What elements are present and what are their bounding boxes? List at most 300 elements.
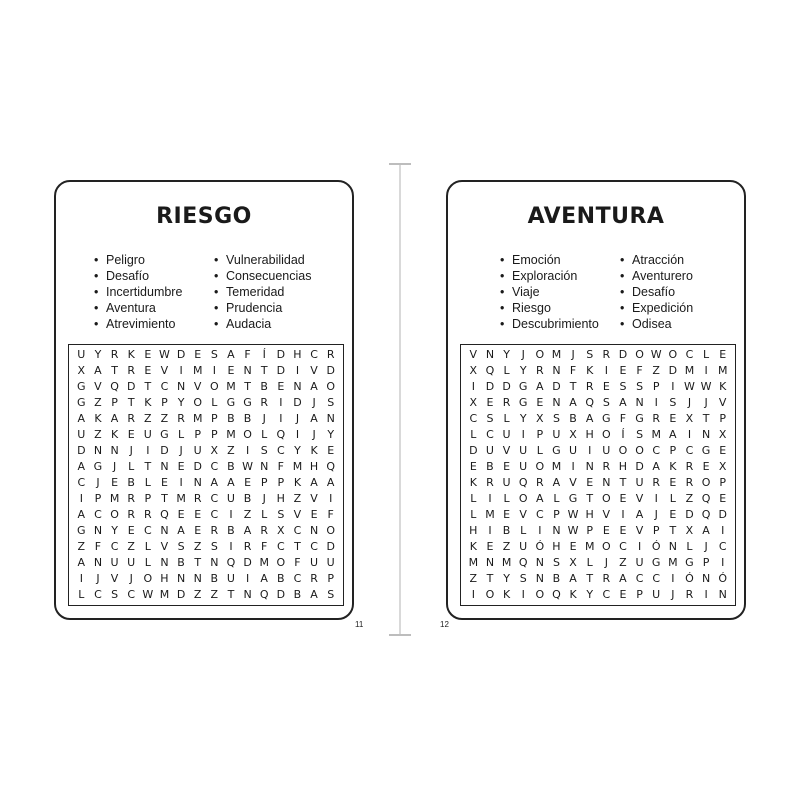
- grid-letter: M: [226, 380, 236, 393]
- grid-letter: A: [619, 396, 627, 409]
- grid-letter: A: [326, 476, 335, 489]
- grid-letter: A: [94, 364, 102, 377]
- grid-letter: E: [619, 492, 627, 505]
- grid-letter: T: [294, 540, 301, 553]
- grid-letter: J: [96, 476, 100, 489]
- grid-letter: Z: [243, 508, 252, 521]
- grid-letter: M: [668, 556, 678, 569]
- grid-letter: E: [719, 348, 727, 361]
- grid-letter: N: [243, 364, 252, 377]
- word-item: • Incertidumbre: [94, 284, 214, 300]
- grid-letter: X: [469, 396, 478, 409]
- grid-letter: J: [571, 348, 575, 361]
- grid-letter: I: [229, 540, 233, 553]
- grid-letter: X: [685, 524, 694, 537]
- grid-letter: I: [538, 524, 542, 537]
- grid-letter: A: [310, 380, 318, 393]
- grid-letter: Y: [586, 588, 594, 601]
- grid-letter: Í: [262, 348, 266, 361]
- grid-letter: M: [468, 556, 479, 569]
- grid-letter: Q: [485, 364, 495, 377]
- grid-letter: U: [226, 492, 235, 505]
- grid-letter: M: [717, 364, 728, 377]
- grid-letter: S: [602, 396, 610, 409]
- grid-letter: C: [535, 508, 544, 521]
- grid-letter: M: [159, 588, 170, 601]
- grid-letter: I: [79, 572, 83, 585]
- grid-letter: D: [77, 444, 86, 457]
- grid-letter: E: [194, 508, 202, 521]
- grid-letter: K: [144, 396, 152, 409]
- grid-letter: P: [94, 492, 102, 505]
- grid-letter: E: [194, 524, 202, 537]
- grid-letter: Z: [94, 428, 102, 441]
- page-number: 11: [355, 620, 364, 629]
- grid-letter: Ó: [651, 540, 661, 553]
- grid-letter: H: [618, 460, 628, 473]
- grid-letter: S: [669, 396, 677, 409]
- grid-letter: I: [654, 396, 658, 409]
- grid-letter: T: [161, 492, 168, 505]
- grid-letter: Í: [621, 428, 625, 441]
- grid-letter: B: [227, 460, 235, 473]
- grid-letter: Z: [619, 556, 627, 569]
- grid-letter: R: [193, 492, 202, 505]
- grid-letter: O: [243, 428, 252, 441]
- grid-letter: E: [127, 524, 135, 537]
- word-item: • Odisea: [620, 316, 693, 332]
- grid-letter: J: [687, 396, 692, 409]
- grid-letter: D: [276, 588, 286, 601]
- grid-letter: I: [212, 364, 216, 377]
- grid-letter: Q: [160, 508, 169, 521]
- grid-letter: O: [485, 588, 495, 601]
- grid-letter: D: [718, 508, 727, 521]
- grid-letter: Z: [210, 588, 219, 601]
- word-item: • Prudencia: [214, 300, 311, 316]
- grid-letter: A: [260, 572, 268, 585]
- grid-letter: J: [654, 508, 658, 521]
- grid-letter: Y: [519, 412, 527, 425]
- grid-letter: Y: [111, 524, 118, 537]
- grid-letter: N: [309, 524, 319, 537]
- grid-letter: Z: [127, 540, 135, 553]
- grid-letter: G: [685, 556, 694, 569]
- grid-letter: N: [485, 556, 495, 569]
- grid-letter: A: [77, 556, 86, 569]
- grid-letter: C: [652, 444, 661, 457]
- grid-letter: L: [78, 588, 85, 601]
- grid-letter: O: [668, 348, 678, 361]
- grid-letter: U: [602, 444, 611, 457]
- grid-letter: E: [310, 508, 318, 521]
- grid-letter: P: [652, 524, 660, 537]
- grid-letter: G: [651, 556, 661, 569]
- grid-letter: V: [310, 364, 318, 377]
- grid-letter: T: [144, 380, 152, 393]
- grid-letter: H: [276, 492, 285, 505]
- grid-letter: L: [520, 524, 527, 537]
- grid-letter: M: [485, 508, 495, 521]
- grid-letter: I: [329, 492, 333, 505]
- grid-letter: I: [721, 556, 725, 569]
- grid-letter: R: [310, 572, 318, 585]
- grid-letter: U: [635, 556, 644, 569]
- grid-letter: K: [719, 380, 727, 393]
- grid-letter: N: [160, 524, 169, 537]
- grid-letter: I: [488, 492, 492, 505]
- letter-grid: [460, 344, 736, 606]
- grid-letter: R: [652, 412, 661, 425]
- grid-letter: E: [669, 412, 677, 425]
- grid-letter: R: [127, 508, 136, 521]
- grid-letter: E: [127, 428, 135, 441]
- grid-letter: X: [210, 444, 219, 457]
- grid-letter: E: [536, 396, 544, 409]
- grid-letter: D: [176, 348, 186, 361]
- grid-letter: P: [702, 556, 710, 569]
- grid-letter: I: [704, 364, 708, 377]
- grid-letter: E: [177, 508, 185, 521]
- grid-letter: I: [245, 444, 250, 457]
- grid-letter: O: [326, 380, 336, 393]
- grid-letter: W: [567, 508, 579, 521]
- grid-letter: S: [636, 428, 644, 441]
- grid-letter: T: [586, 572, 594, 585]
- word-list: [94, 252, 334, 332]
- grid-letter: P: [194, 428, 201, 441]
- grid-letter: E: [177, 460, 185, 473]
- grid-letter: N: [701, 572, 711, 585]
- word-item: • Aventura: [94, 300, 214, 316]
- grid-letter: E: [619, 364, 627, 377]
- grid-letter: O: [326, 524, 336, 537]
- grid-letter: E: [719, 492, 727, 505]
- grid-letter: P: [210, 412, 218, 425]
- grid-letter: B: [227, 524, 235, 537]
- grid-letter: Y: [327, 428, 335, 441]
- grid-letter: C: [94, 508, 102, 521]
- grid-letter: E: [111, 476, 119, 489]
- grid-letter: N: [635, 396, 644, 409]
- grid-letter: U: [635, 476, 644, 489]
- grid-letter: Q: [110, 380, 119, 393]
- grid-letter: C: [602, 588, 611, 601]
- grid-letter: P: [260, 476, 268, 489]
- grid-letter: I: [721, 524, 725, 537]
- grid-letter: M: [292, 460, 303, 473]
- grid-letter: L: [503, 492, 510, 505]
- grid-letter: X: [569, 556, 577, 569]
- grid-letter: A: [569, 572, 577, 585]
- grid-letter: N: [160, 460, 169, 473]
- grid-letter: L: [144, 556, 151, 569]
- grid-letter: E: [602, 524, 610, 537]
- grid-letter: J: [129, 572, 133, 585]
- grid-letter: E: [619, 588, 627, 601]
- grid-letter: J: [312, 396, 316, 409]
- grid-letter: D: [193, 460, 202, 473]
- grid-letter: E: [227, 364, 235, 377]
- grid-letter: L: [128, 460, 135, 473]
- grid-letter: S: [619, 380, 627, 393]
- grid-letter: P: [719, 412, 726, 425]
- grid-letter: W: [650, 348, 662, 361]
- grid-letter: I: [571, 460, 575, 473]
- grid-letter: Z: [193, 540, 202, 553]
- grid-letter: Q: [585, 396, 595, 409]
- grid-letter: Ó: [685, 572, 694, 585]
- grid-letter: B: [177, 556, 185, 569]
- grid-letter: D: [485, 380, 495, 393]
- grid-letter: I: [471, 380, 475, 393]
- grid-letter: I: [471, 588, 475, 601]
- word-list: [500, 252, 740, 332]
- grid-letter: Z: [469, 572, 478, 585]
- grid-letter: M: [259, 556, 269, 569]
- grid-letter: V: [310, 492, 318, 505]
- grid-letter: N: [193, 572, 202, 585]
- grid-letter: J: [671, 588, 675, 601]
- grid-letter: N: [160, 556, 169, 569]
- letter-grid: [68, 344, 344, 606]
- grid-letter: A: [110, 412, 119, 425]
- grid-letter: M: [684, 364, 695, 377]
- grid-letter: B: [243, 492, 252, 505]
- grid-letter: J: [521, 348, 525, 361]
- grid-letter: T: [586, 492, 594, 505]
- word-item: • Desafío: [94, 268, 214, 284]
- grid-letter: S: [111, 588, 119, 601]
- grid-letter: Q: [518, 476, 528, 489]
- grid-letter: B: [569, 412, 577, 425]
- grid-letter: L: [536, 444, 543, 457]
- grid-letter: F: [619, 412, 627, 425]
- grid-letter: C: [160, 380, 169, 393]
- grid-letter: K: [310, 444, 318, 457]
- grid-letter: E: [244, 476, 252, 489]
- grid-letter: J: [129, 444, 133, 457]
- grid-letter: O: [518, 492, 528, 505]
- grid-letter: C: [685, 348, 694, 361]
- grid-letter: R: [652, 476, 661, 489]
- grid-letter: O: [535, 348, 545, 361]
- word-item: • Temeridad: [214, 284, 311, 300]
- grid-letter: A: [635, 508, 644, 521]
- grid-letter: M: [584, 540, 595, 553]
- grid-letter: Z: [685, 492, 694, 505]
- grid-letter: O: [535, 460, 545, 473]
- grid-letter: D: [126, 380, 136, 393]
- grid-letter: Z: [94, 396, 102, 409]
- grid-letter: R: [602, 572, 611, 585]
- grid-letter: N: [110, 444, 119, 457]
- grid-letter: D: [552, 380, 561, 393]
- grid-letter: W: [700, 380, 712, 393]
- grid-letter: H: [160, 572, 169, 585]
- grid-letter: E: [486, 540, 494, 553]
- grid-letter: O: [110, 508, 119, 521]
- grid-letter: R: [685, 588, 694, 601]
- grid-letter: I: [704, 588, 708, 601]
- grid-letter: S: [277, 508, 285, 521]
- grid-letter: U: [193, 444, 202, 457]
- grid-letter: Z: [652, 364, 660, 377]
- grid-letter: C: [210, 508, 219, 521]
- grid-letter: J: [179, 444, 183, 457]
- grid-letter: N: [485, 348, 495, 361]
- grid-letter: S: [260, 444, 268, 457]
- grid-letter: U: [226, 572, 235, 585]
- grid-letter: A: [552, 476, 561, 489]
- grid-letter: W: [683, 380, 695, 393]
- grid-letter: K: [502, 588, 511, 601]
- grid-letter: C: [143, 524, 152, 537]
- grid-letter: L: [261, 428, 268, 441]
- grid-letter: Y: [94, 348, 102, 361]
- grid-letter: Z: [293, 492, 302, 505]
- grid-letter: R: [602, 460, 611, 473]
- grid-letter: Z: [160, 412, 169, 425]
- grid-letter: N: [176, 380, 186, 393]
- grid-letter: C: [652, 572, 661, 585]
- grid-letter: C: [486, 428, 494, 441]
- grid-letter: D: [635, 460, 644, 473]
- grid-letter: T: [227, 588, 235, 601]
- grid-letter: M: [192, 364, 203, 377]
- word-list-column-2: [214, 252, 311, 332]
- grid-letter: Ó: [718, 572, 728, 585]
- grid-letter: U: [502, 476, 511, 489]
- grid-letter: Q: [226, 556, 236, 569]
- grid-letter: N: [193, 476, 202, 489]
- grid-letter: V: [293, 508, 302, 521]
- grid-letter: T: [144, 460, 152, 473]
- grid-letter: V: [193, 380, 202, 393]
- grid-letter: M: [651, 428, 661, 441]
- grid-letter: A: [177, 524, 185, 537]
- grid-letter: S: [636, 380, 644, 393]
- grid-letter: N: [93, 556, 103, 569]
- grid-letter: R: [110, 348, 119, 361]
- grid-letter: N: [718, 588, 727, 601]
- grid-letter: Z: [502, 540, 511, 553]
- grid-letter: Q: [276, 428, 286, 441]
- grid-letter: C: [110, 540, 119, 553]
- grid-letter: S: [210, 348, 218, 361]
- grid-letter: I: [295, 428, 300, 441]
- grid-letter: F: [327, 508, 334, 521]
- grid-letter: K: [127, 348, 135, 361]
- grid-letter: L: [211, 396, 218, 409]
- grid-letter: R: [127, 364, 136, 377]
- grid-letter: W: [242, 460, 253, 473]
- grid-letter: C: [310, 348, 318, 361]
- grid-letter: Q: [259, 588, 269, 601]
- grid-letter: Y: [503, 572, 510, 585]
- grid-letter: F: [569, 364, 577, 377]
- grid-letter: J: [295, 412, 300, 425]
- spine-bottom-cap: [389, 634, 411, 636]
- grid-letter: V: [635, 524, 644, 537]
- grid-letter: Q: [701, 508, 711, 521]
- grid-letter: I: [637, 540, 642, 553]
- grid-letter: W: [567, 524, 579, 537]
- grid-letter: G: [552, 444, 561, 457]
- grid-letter: S: [519, 572, 527, 585]
- grid-letter: N: [93, 444, 103, 457]
- grid-letter: P: [536, 428, 544, 441]
- spine-top-cap: [389, 163, 411, 165]
- grid-letter: V: [635, 492, 644, 505]
- grid-letter: T: [669, 524, 677, 537]
- grid-letter: U: [143, 428, 152, 441]
- grid-letter: Y: [519, 364, 527, 377]
- grid-letter: C: [635, 572, 644, 585]
- grid-letter: L: [553, 492, 560, 505]
- grid-letter: R: [243, 540, 252, 553]
- grid-letter: N: [535, 556, 544, 569]
- grid-letter: F: [277, 460, 284, 473]
- word-list-column-2: [620, 252, 693, 332]
- grid-letter: A: [77, 412, 86, 425]
- grid-letter: I: [671, 572, 675, 585]
- grid-letter: H: [552, 540, 561, 553]
- grid-letter: I: [488, 524, 492, 537]
- grid-letter: D: [326, 364, 335, 377]
- grid-letter: O: [193, 396, 203, 409]
- grid-letter: D: [276, 364, 286, 377]
- grid-letter: U: [552, 428, 561, 441]
- grid-letter: B: [227, 412, 235, 425]
- grid-letter: U: [110, 556, 119, 569]
- grid-letter: K: [669, 460, 677, 473]
- grid-letter: O: [143, 572, 153, 585]
- grid-letter: T: [127, 396, 135, 409]
- grid-letter: D: [326, 540, 335, 553]
- grid-letter: S: [327, 396, 335, 409]
- grid-letter: I: [79, 492, 83, 505]
- grid-letter: R: [210, 524, 219, 537]
- grid-letter: I: [621, 508, 625, 521]
- grid-letter: C: [718, 540, 727, 553]
- grid-letter: O: [635, 348, 644, 361]
- grid-letter: V: [519, 508, 527, 521]
- grid-letter: H: [469, 524, 478, 537]
- grid-letter: D: [502, 380, 511, 393]
- grid-letter: E: [619, 524, 627, 537]
- grid-letter: R: [502, 396, 511, 409]
- grid-letter: K: [293, 476, 302, 489]
- grid-letter: I: [179, 364, 183, 377]
- grid-letter: L: [261, 508, 268, 521]
- grid-letter: R: [127, 412, 136, 425]
- grid-letter: Q: [552, 588, 561, 601]
- grid-letter: T: [244, 380, 251, 393]
- grid-letter: K: [469, 476, 477, 489]
- grid-letter: W: [142, 588, 154, 601]
- word-item: • Desafío: [620, 284, 693, 300]
- grid-letter: U: [77, 428, 86, 441]
- grid-letter: R: [326, 348, 335, 361]
- grid-letter: E: [503, 460, 511, 473]
- grid-letter: A: [585, 412, 594, 425]
- grid-letter: Y: [503, 348, 510, 361]
- grid-letter: J: [262, 412, 266, 425]
- grid-letter: G: [518, 380, 528, 393]
- grid-letter: F: [636, 364, 643, 377]
- grid-letter: L: [144, 476, 151, 489]
